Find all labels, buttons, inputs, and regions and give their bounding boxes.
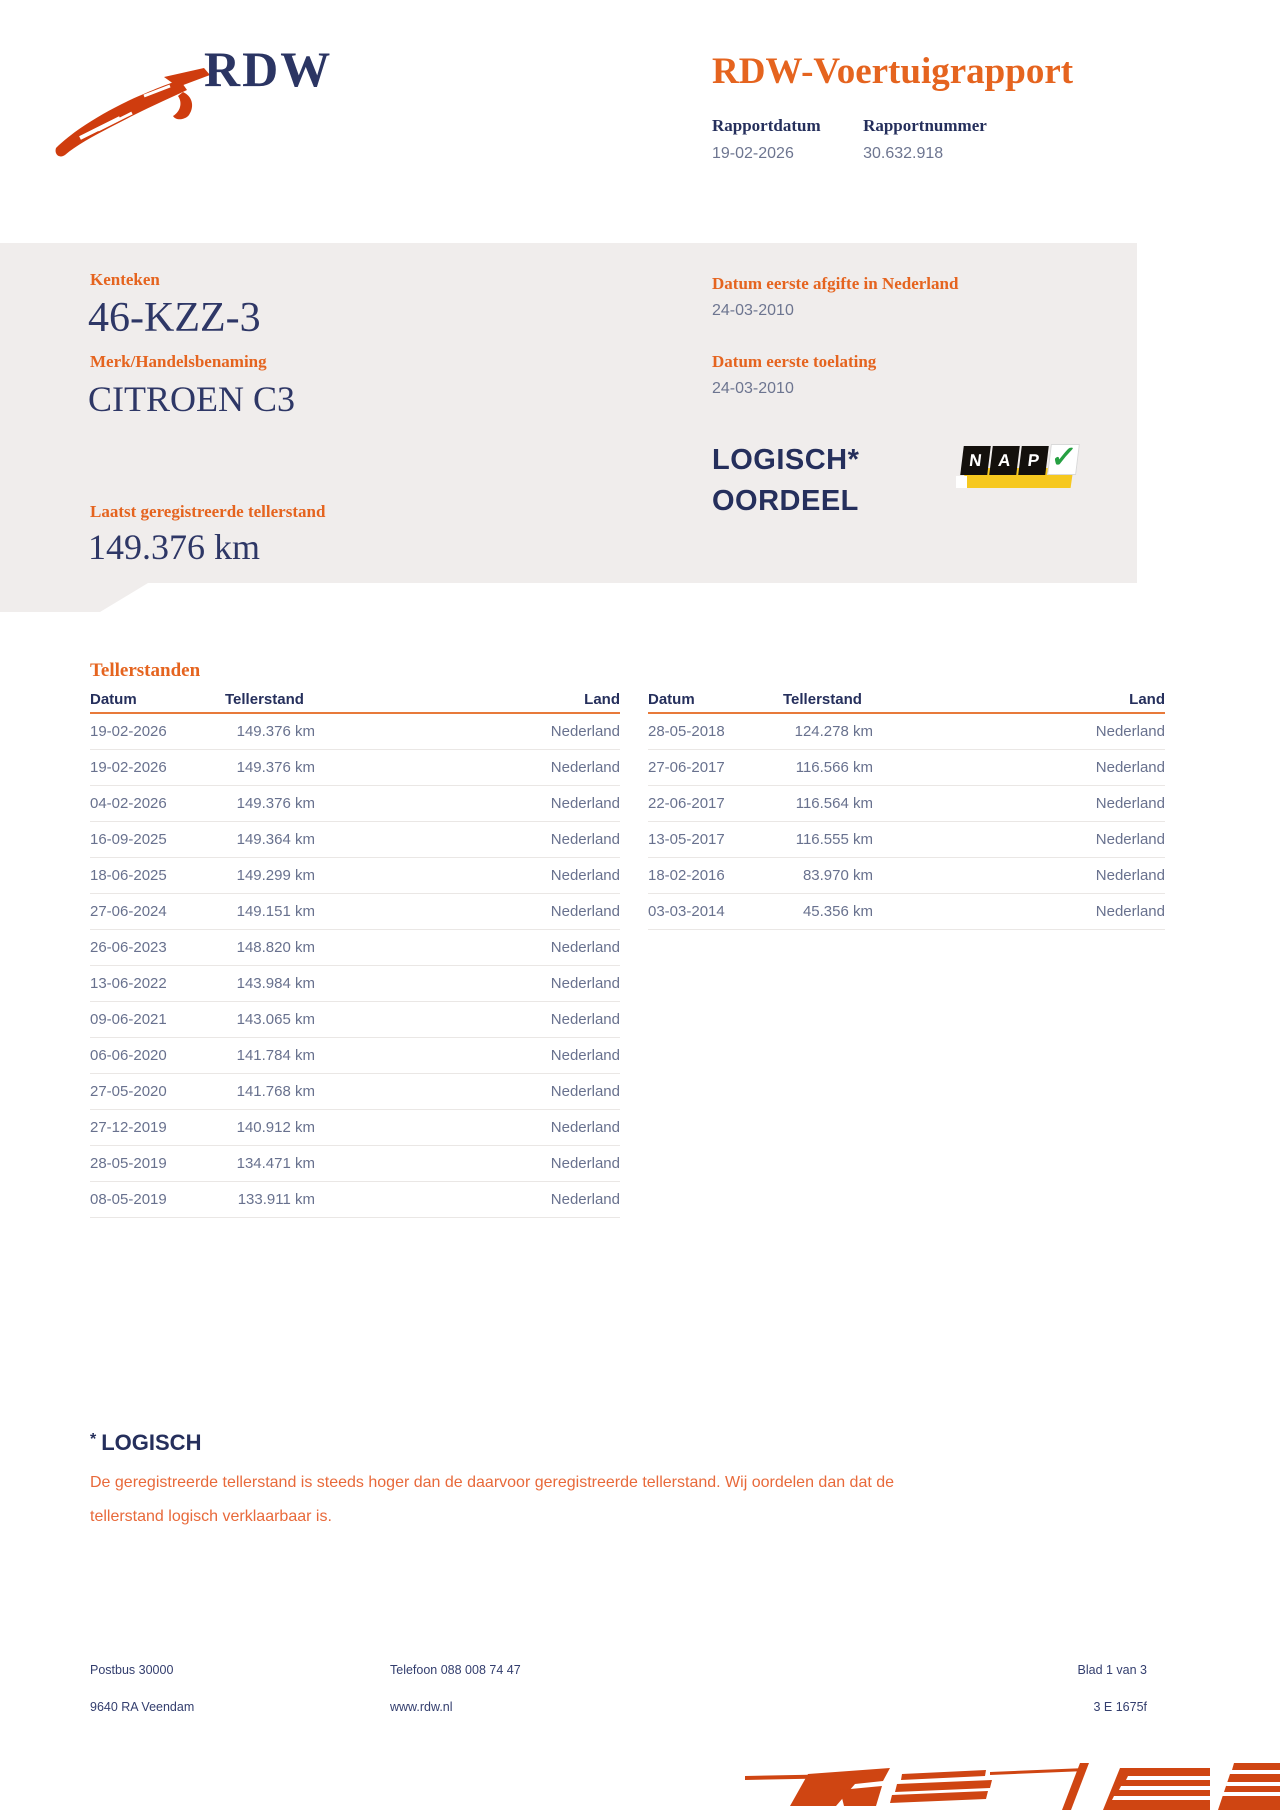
column-header-land: Land xyxy=(1129,691,1165,708)
cell-land: Nederland xyxy=(550,939,620,956)
cell-land: Nederland xyxy=(550,867,620,884)
cell-datum: 04-02-2026 xyxy=(90,795,167,812)
cell-land: Nederland xyxy=(1095,723,1165,740)
table-row xyxy=(648,858,1165,894)
table-row xyxy=(90,1074,620,1110)
footer-website: www.rdw.nl xyxy=(390,1700,453,1714)
cell-datum: 19-02-2026 xyxy=(90,723,167,740)
cell-land: Nederland xyxy=(550,831,620,848)
tellerstanden-table-left xyxy=(90,690,620,1218)
table-row xyxy=(90,1002,620,1038)
rdw-logo-text: RDW xyxy=(204,41,333,97)
cell-tellerstand: 116.566 km xyxy=(795,759,873,776)
column-header-land: Land xyxy=(584,691,620,708)
nap-letter-a: A xyxy=(989,446,1020,475)
cell-land: Nederland xyxy=(1095,795,1165,812)
table-row xyxy=(648,822,1165,858)
table-row xyxy=(90,1110,620,1146)
cell-tellerstand: 149.376 km xyxy=(236,795,315,812)
eerste-toelating-label: Datum eerste toelating xyxy=(712,352,877,371)
cell-tellerstand: 149.376 km xyxy=(236,759,315,776)
cell-datum: 27-05-2020 xyxy=(90,1083,167,1100)
cell-datum: 09-06-2021 xyxy=(90,1011,167,1028)
cell-tellerstand: 45.356 km xyxy=(802,903,873,920)
cell-land: Nederland xyxy=(550,723,620,740)
logisch-explanation-title xyxy=(90,1430,201,1456)
table-row xyxy=(90,894,620,930)
cell-datum: 28-05-2018 xyxy=(648,723,725,740)
eerste-toelating-value: 24-03-2010 xyxy=(712,380,794,397)
table-header-row xyxy=(648,690,1165,714)
cell-datum: 16-09-2025 xyxy=(90,831,167,848)
nap-checkmark-icon: ✓ xyxy=(1047,444,1080,475)
tellerstanden-table-right xyxy=(648,690,1165,930)
table-row xyxy=(648,750,1165,786)
footer-address-line2: 9640 RA Veendam xyxy=(90,1700,195,1714)
merk-value: CITROEN C3 xyxy=(88,379,295,419)
table-row xyxy=(90,750,620,786)
oordeel-line2: OORDEEL xyxy=(712,485,859,517)
cell-datum: 08-05-2019 xyxy=(90,1191,167,1208)
nap-letter-n: N xyxy=(960,446,991,475)
cell-tellerstand: 141.784 km xyxy=(236,1047,315,1064)
cell-datum: 28-05-2019 xyxy=(90,1155,167,1172)
nap-letter-p: P xyxy=(1018,446,1049,475)
cell-datum: 13-05-2017 xyxy=(648,831,725,848)
cell-tellerstand: 83.970 km xyxy=(802,867,873,884)
cell-datum: 27-06-2024 xyxy=(90,903,167,920)
laatste-tellerstand-value: 149.376 km xyxy=(88,527,261,567)
table-row xyxy=(90,1038,620,1074)
table-row xyxy=(648,894,1165,930)
cell-tellerstand: 116.555 km xyxy=(795,831,873,848)
cell-datum: 22-06-2017 xyxy=(648,795,725,812)
report-number-block xyxy=(863,116,987,163)
oordeel-verdict xyxy=(712,440,859,522)
cell-land: Nederland xyxy=(550,1119,620,1136)
cell-datum: 06-06-2020 xyxy=(90,1047,167,1064)
kenteken-value: 46-KZZ-3 xyxy=(88,295,261,341)
table-row xyxy=(90,858,620,894)
table-row xyxy=(90,786,620,822)
cell-tellerstand: 141.768 km xyxy=(236,1083,315,1100)
report-number-label: Rapportnummer xyxy=(863,116,987,135)
kenteken-label: Kenteken xyxy=(90,270,160,289)
column-header-datum: Datum xyxy=(648,691,695,708)
cell-land: Nederland xyxy=(550,1155,620,1172)
cell-tellerstand: 148.820 km xyxy=(236,939,315,956)
report-date-value: 19-02-2026 xyxy=(712,145,794,162)
oordeel-line1: LOGISCH* xyxy=(712,444,860,476)
cell-datum: 19-02-2026 xyxy=(90,759,167,776)
logisch-explanation-text: De geregistreerde tellerstand is steeds hoger dan de daarvoor geregistreerde tellerstand. Wij oordelen dan dat de tellerstand logisch verklaarbaar is. xyxy=(90,1474,895,1525)
footer-address xyxy=(90,1652,194,1726)
table-row xyxy=(648,786,1165,822)
table-row xyxy=(90,930,620,966)
report-number-value: 30.632.918 xyxy=(863,145,944,162)
cell-datum: 13-06-2022 xyxy=(90,975,167,992)
cell-land: Nederland xyxy=(1095,867,1165,884)
nap-small-square xyxy=(956,476,967,488)
footer-contact xyxy=(390,1652,521,1726)
cell-datum: 18-02-2016 xyxy=(648,867,725,884)
cell-tellerstand: 124.278 km xyxy=(794,723,873,740)
column-header-tellerstand: Tellerstand xyxy=(783,691,862,708)
cell-land: Nederland xyxy=(550,975,620,992)
cell-land: Nederland xyxy=(550,1083,620,1100)
cell-tellerstand: 116.564 km xyxy=(795,795,873,812)
cell-land: Nederland xyxy=(1095,903,1165,920)
cell-datum: 26-06-2023 xyxy=(90,939,167,956)
report-date-block xyxy=(712,116,821,163)
table-row xyxy=(648,714,1165,750)
table-row xyxy=(90,1146,620,1182)
footer-address-line1: Postbus 30000 xyxy=(90,1663,174,1677)
cell-tellerstand: 140.912 km xyxy=(236,1119,315,1136)
cell-land: Nederland xyxy=(550,1191,620,1208)
eerste-afgifte-label: Datum eerste afgifte in Nederland xyxy=(712,274,959,293)
asterisk: * xyxy=(90,1431,97,1448)
tellerstanden-section-title: Tellerstanden xyxy=(90,660,201,681)
footer-page-number: Blad 1 van 3 xyxy=(1077,1663,1147,1677)
cell-tellerstand: 149.299 km xyxy=(236,867,315,884)
cell-land: Nederland xyxy=(550,903,620,920)
table-header-row xyxy=(90,690,620,714)
laatste-tellerstand-label: Laatst geregistreerde tellerstand xyxy=(90,502,326,521)
footer-form-code: 3 E 1675f xyxy=(1093,1700,1147,1714)
footer-phone: Telefoon 088 008 74 47 xyxy=(390,1663,521,1677)
table-row xyxy=(90,822,620,858)
logisch-title-text: LOGISCH xyxy=(101,1430,202,1455)
footer-page-info xyxy=(1078,1652,1148,1726)
column-header-datum: Datum xyxy=(90,691,137,708)
cell-datum: 27-06-2017 xyxy=(648,759,725,776)
cell-tellerstand: 133.911 km xyxy=(237,1191,315,1208)
table-row xyxy=(90,966,620,1002)
table-row xyxy=(90,714,620,750)
page-title: RDW-Voertuigrapport xyxy=(712,51,1074,92)
cell-datum: 18-06-2025 xyxy=(90,867,167,884)
rdw-feather-logo-icon xyxy=(52,62,222,162)
cell-land: Nederland xyxy=(550,795,620,812)
cell-tellerstand: 134.471 km xyxy=(236,1155,315,1172)
cell-tellerstand: 149.151 km xyxy=(236,903,315,920)
table-row xyxy=(90,1182,620,1218)
speedlines-graphic-icon xyxy=(740,1760,1280,1810)
cell-datum: 03-03-2014 xyxy=(648,903,725,920)
cell-land: Nederland xyxy=(1095,759,1165,776)
cell-land: Nederland xyxy=(550,1011,620,1028)
nap-logo-icon xyxy=(952,440,1082,496)
cell-tellerstand: 143.065 km xyxy=(236,1011,315,1028)
cell-tellerstand: 149.376 km xyxy=(236,723,315,740)
report-meta xyxy=(712,116,1025,163)
column-header-tellerstand: Tellerstand xyxy=(225,691,304,708)
cell-tellerstand: 149.364 km xyxy=(236,831,315,848)
cell-land: Nederland xyxy=(550,759,620,776)
cell-datum: 27-12-2019 xyxy=(90,1119,167,1136)
cell-land: Nederland xyxy=(550,1047,620,1064)
eerste-afgifte-value: 24-03-2010 xyxy=(712,302,794,319)
report-date-label: Rapportdatum xyxy=(712,116,821,135)
cell-land: Nederland xyxy=(1095,831,1165,848)
merk-label: Merk/Handelsbenaming xyxy=(90,352,267,371)
cell-tellerstand: 143.984 km xyxy=(236,975,315,992)
